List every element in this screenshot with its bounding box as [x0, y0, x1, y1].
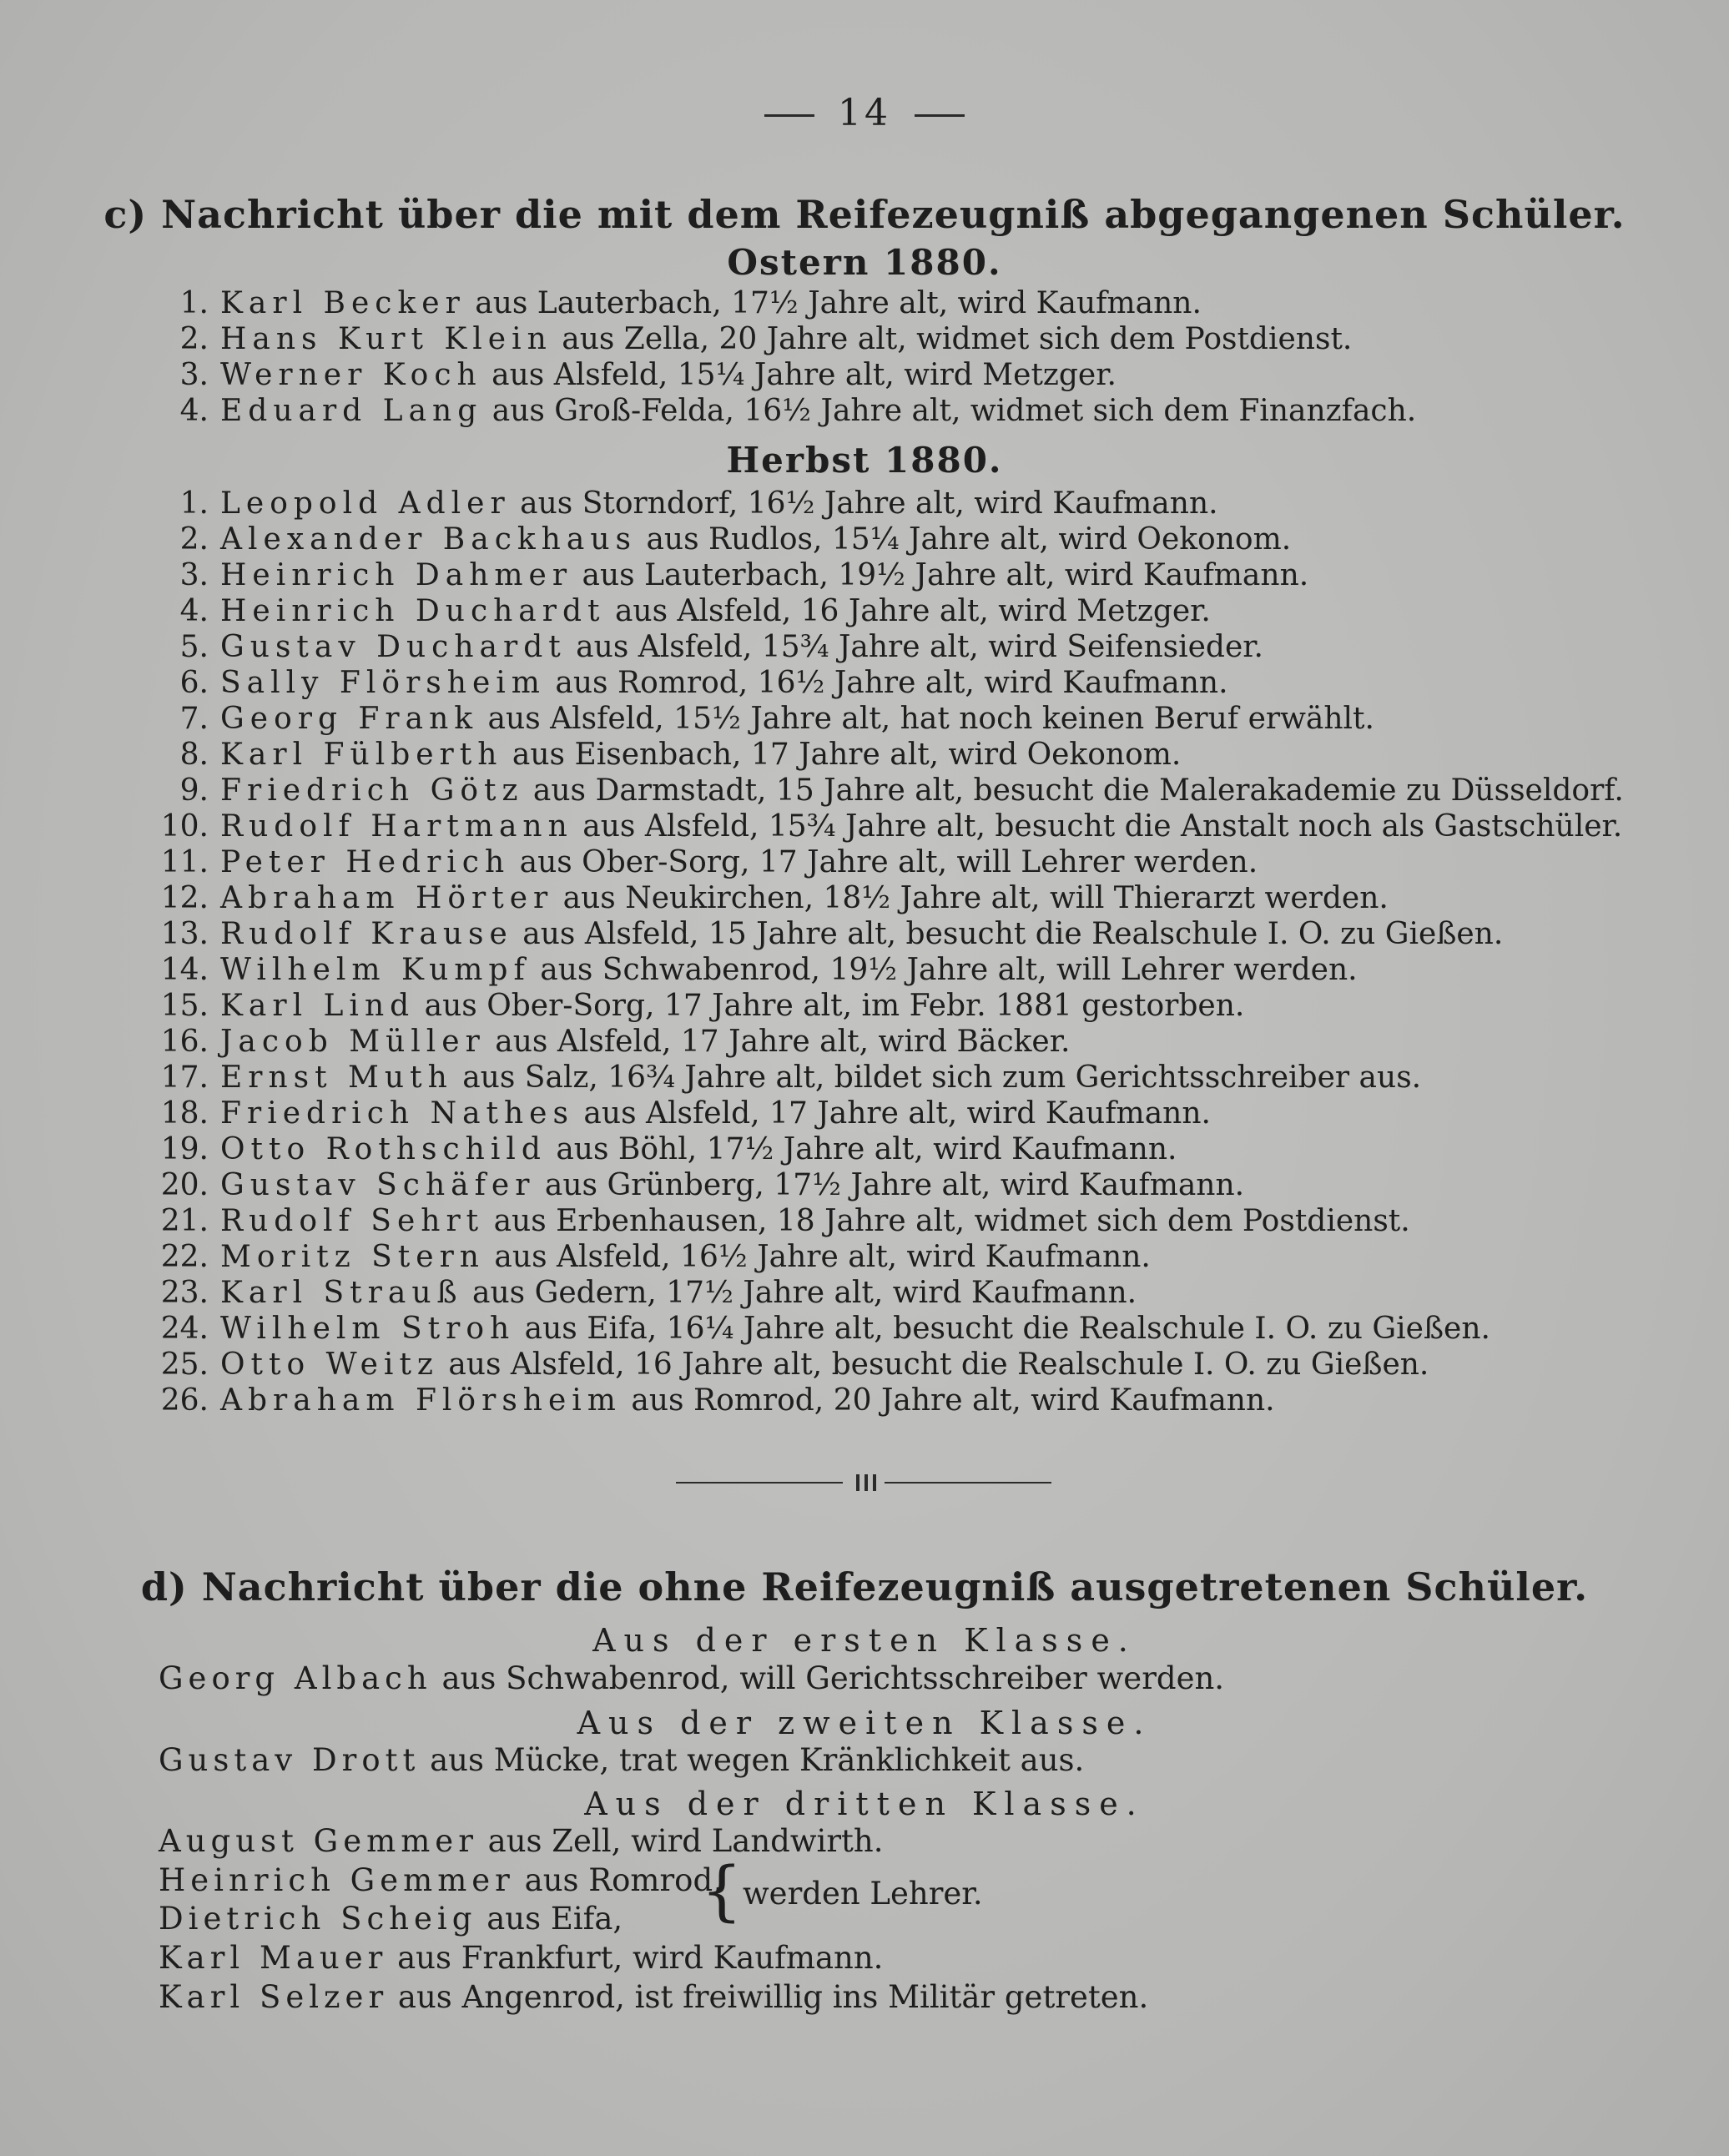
list-item: Dietrich Scheig aus Eifa,: [159, 1901, 623, 1937]
list-item: 10. Rudolf Hartmann aus Alsfeld, 15¾ Jahre alt, besucht die Anstalt noch als Gastschüler.: [160, 809, 1623, 844]
list-item: Heinrich Gemmer aus Romrod,: [159, 1862, 723, 1898]
list-item: 8. Karl Fülberth aus Eisenbach, 17 Jahre alt, wird Oekonom.: [179, 738, 1182, 772]
ostern-list: [142, 285, 1416, 429]
list-item: 20. Gustav Schäfer aus Grünberg, 17½ Jahre alt, wird Kaufmann.: [160, 1168, 1245, 1202]
list-item: 21. Rudolf Sehrt aus Erbenhausen, 18 Jahre alt, widmet sich dem Postdienst.: [160, 1204, 1410, 1238]
list-item: Georg Albach aus Schwabenrod, will Gerichtsschreiber werden.: [159, 1660, 1225, 1696]
list-item: 18. Friedrich Nathes aus Alsfeld, 17 Jahre alt, wird Kaufmann.: [160, 1096, 1211, 1131]
list-item: 23. Karl Strauß aus Gedern, 17½ Jahre alt, wird Kaufmann.: [160, 1276, 1137, 1310]
class1-label: Aus der ersten Klasse.: [592, 1622, 1137, 1659]
list-item: 5. Gustav Duchardt aus Alsfeld, 15¾ Jahre alt, wird Seifensieder.: [179, 630, 1263, 664]
list-item: 25. Otto Weitz aus Alsfeld, 16 Jahre alt, besucht die Realschule I. O. zu Gießen.: [160, 1348, 1429, 1382]
list-item: 9. Friedrich Götz aus Darmstadt, 15 Jahre alt, besucht die Malerakademie zu Düsseldorf.: [179, 773, 1624, 808]
group-herbst-label: Herbst 1880.: [726, 440, 1003, 481]
list-item: 11. Peter Hedrich aus Ober-Sorg, 17 Jahre alt, will Lehrer werden.: [160, 845, 1258, 879]
list-item: 4. Eduard Lang aus Groß-Felda, 16½ Jahre alt, widmet sich dem Finanzfach.: [179, 394, 1417, 428]
list-item: 22. Moritz Stern aus Alsfeld, 16½ Jahre alt, wird Kaufmann.: [160, 1240, 1151, 1274]
list-item: Gustav Drott aus Mücke, trat wegen Kränklichkeit aus.: [159, 1742, 1085, 1778]
section-d-title: d) Nachricht über die ohne Reifezeugniß ausgetretenen Schüler.: [140, 1564, 1589, 1609]
curly-brace: {: [701, 1854, 743, 1929]
brace-text: werden Lehrer.: [743, 1876, 983, 1912]
list-item: 14. Wilhelm Kumpf aus Schwabenrod, 19½ Jahre alt, will Lehrer werden.: [160, 953, 1358, 987]
dash-left: [764, 114, 814, 117]
list-item: 13. Rudolf Krause aus Alsfeld, 15 Jahre alt, besucht die Realschule I. O. zu Gießen.: [160, 917, 1504, 951]
list-item: 19. Otto Rothschild aus Böhl, 17½ Jahre alt, wird Kaufmann.: [160, 1132, 1177, 1166]
group-ostern-label: Ostern 1880.: [727, 242, 1002, 283]
list-item: 4. Heinrich Duchardt aus Alsfeld, 16 Jahre alt, wird Metzger.: [179, 594, 1211, 628]
list-item: 1. Leopold Adler aus Storndorf, 16½ Jahre alt, wird Kaufmann.: [179, 486, 1218, 521]
section-c-title: c) Nachricht über die mit dem Reifezeugniß abgegangenen Schüler.: [103, 192, 1626, 237]
section-divider-ornament: [676, 1473, 1051, 1493]
dash-right: [915, 114, 965, 117]
list-item: 15. Karl Lind aus Ober-Sorg, 17 Jahre alt, im Febr. 1881 gestorben.: [160, 989, 1245, 1023]
list-item: 2. Hans Kurt Klein aus Zella, 20 Jahre alt, widmet sich dem Postdienst.: [179, 322, 1353, 356]
list-item: 17. Ernst Muth aus Salz, 16¾ Jahre alt, bildet sich zum Gerichtsschreiber aus.: [160, 1060, 1422, 1095]
list-item: 2. Alexander Backhaus aus Rudlos, 15¼ Jahre alt, wird Oekonom.: [179, 522, 1292, 557]
page-number: 14: [0, 92, 1729, 134]
class2-label: Aus der zweiten Klasse.: [577, 1705, 1152, 1741]
list-item: 16. Jacob Müller aus Alsfeld, 17 Jahre alt, wird Bäcker.: [160, 1025, 1071, 1059]
list-item: 12. Abraham Hörter aus Neukirchen, 18½ Jahre alt, will Thierarzt werden.: [160, 881, 1389, 915]
divider-rule-left: [676, 1482, 843, 1484]
herbst-list: [142, 486, 1624, 1418]
list-item: 3. Heinrich Dahmer aus Lauterbach, 19½ Jahre alt, wird Kaufmann.: [179, 558, 1309, 592]
list-item: August Gemmer aus Zell, wird Landwirth.: [159, 1823, 884, 1859]
list-item: 6. Sally Flörsheim aus Romrod, 16½ Jahre alt, wird Kaufmann.: [179, 666, 1228, 700]
divider-rule-right: [885, 1482, 1051, 1484]
list-item: Karl Mauer aus Frankfurt, wird Kaufmann.: [159, 1940, 884, 1976]
list-item: 1. Karl Becker aus Lauterbach, 17½ Jahre alt, wird Kaufmann.: [179, 286, 1202, 320]
list-item: 26. Abraham Flörsheim aus Romrod, 20 Jahre alt, wird Kaufmann.: [160, 1383, 1275, 1418]
list-item: 3. Werner Koch aus Alsfeld, 15¼ Jahre alt, wird Metzger.: [179, 358, 1117, 392]
class3-label: Aus der dritten Klasse.: [584, 1786, 1145, 1822]
list-item: Karl Selzer aus Angenrod, ist freiwillig ins Militär getreten.: [159, 1979, 1149, 2015]
list-item: 7. Georg Frank aus Alsfeld, 15½ Jahre alt, hat noch keinen Beruf erwählt.: [179, 702, 1374, 736]
divider-center: [843, 1474, 885, 1491]
list-item: 24. Wilhelm Stroh aus Eifa, 16¼ Jahre alt, besucht die Realschule I. O. zu Gießen.: [160, 1312, 1490, 1346]
